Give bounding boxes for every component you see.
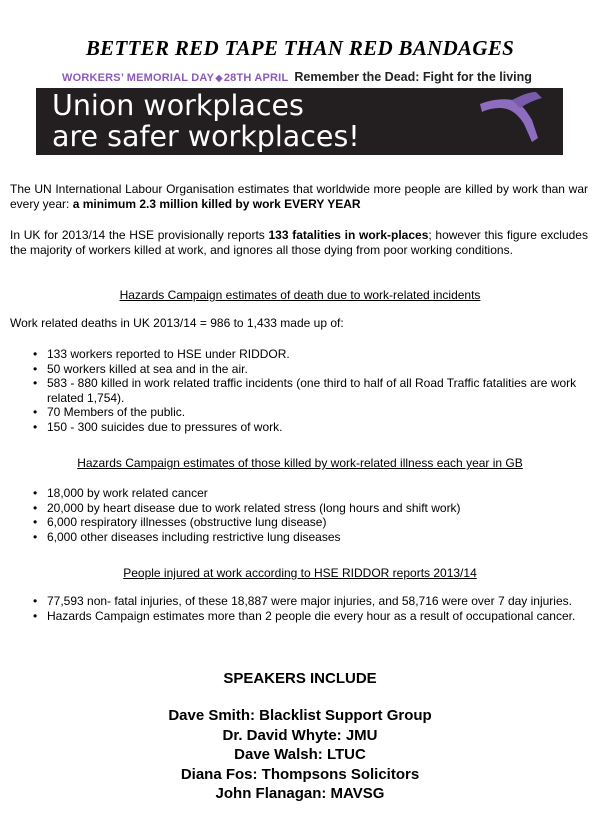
- speaker-item: Dr. David Whyte: JMU: [222, 726, 378, 744]
- intro-emphasis: a minimum 2.3 million killed by work EVERY YEAR: [72, 197, 361, 211]
- list-item: • 6,000 respiratory illnesses (obstructive lung disease): [33, 515, 588, 530]
- awareness-ribbon-icon: [476, 90, 556, 152]
- list-item: • Hazards Campaign estimates more than 2 people die every hour as a result of occupational cancer.: [33, 609, 588, 624]
- intro-paragraph-1: [10, 182, 588, 212]
- list-item: • 133 workers reported to HSE under RIDDOR.: [33, 347, 588, 362]
- list-item: • 18,000 by work related cancer: [33, 486, 588, 501]
- list-item: • 150 - 300 suicides due to pressures of work.: [33, 420, 588, 435]
- intro-text-start: In UK for 2013/14 the HSE provisionally reports: [10, 228, 269, 242]
- list-item: • 77,593 non- fatal injuries, of these 18,887 were major injuries, and 58,716 were over 7 day injuries.: [33, 594, 588, 609]
- speaker-item: Diana Fos: Thompsons Solicitors: [180, 765, 420, 783]
- intro-text-end: ; however this figure excludes the majority of workers killed at work, and ignores all those dying from poor working conditions.: [10, 228, 588, 257]
- list-item: • 583 - 880 killed in work related traffic incidents (one third to half of all Road Traffic fatalities are work related 1,754).: [33, 376, 588, 405]
- section-heading-illness: Hazards Campaign estimates of those killed by work-related illness each year in GB: [77, 456, 523, 470]
- intro-paragraph-2: [10, 228, 588, 258]
- event-name: WORKERS’ MEMORIAL DAY: [62, 72, 215, 84]
- event-subheader: [62, 68, 542, 84]
- list-item: • 6,000 other diseases including restrictive lung diseases: [33, 530, 588, 545]
- section-lead: Work related deaths in UK 2013/14 = 986 to 1,433 made up of:: [10, 316, 344, 330]
- speakers-list: [0, 706, 600, 804]
- list-item: • 20,000 by heart disease due to work related stress (long hours and shift work): [33, 501, 588, 516]
- illness-deaths-list: [33, 486, 588, 544]
- intro-fatalities: 133 fatalities in work-places: [268, 228, 429, 242]
- event-tagline: Remember the Dead: Fight for the living: [294, 70, 532, 84]
- event-date: 28TH APRIL: [223, 72, 289, 84]
- injuries-list: [33, 594, 588, 623]
- speaker-item: John Flanagan: MAVSG: [215, 785, 385, 802]
- speaker-item: Dave Walsh: LTUC: [234, 746, 366, 763]
- banner-line-1: Union workplaces: [52, 89, 304, 122]
- section-heading-incidents: Hazards Campaign estimates of death due to work-related incidents: [119, 288, 481, 302]
- list-item: • 70 Members of the public.: [33, 405, 588, 420]
- list-item: • 50 workers killed at sea and in the air.: [33, 362, 588, 377]
- section-heading-injuries: People injured at work according to HSE RIDDOR reports 2013/14: [123, 566, 477, 580]
- banner-line-2: are safer workplaces!: [52, 120, 360, 153]
- banner-slogan: [52, 90, 360, 152]
- diamond-icon: ◆: [215, 73, 223, 84]
- speakers-title: SPEAKERS INCLUDE: [223, 670, 377, 687]
- slogan-banner: [36, 88, 563, 155]
- incident-deaths-list: [33, 347, 588, 434]
- speaker-item: Dave Smith: Blacklist Support Group: [168, 707, 432, 724]
- intro-text: The UN International Labour Organisation estimates that worldwide more people are killed by work than war every year:: [10, 182, 588, 211]
- page-title: BETTER RED TAPE THAN RED BANDAGES: [85, 36, 515, 60]
